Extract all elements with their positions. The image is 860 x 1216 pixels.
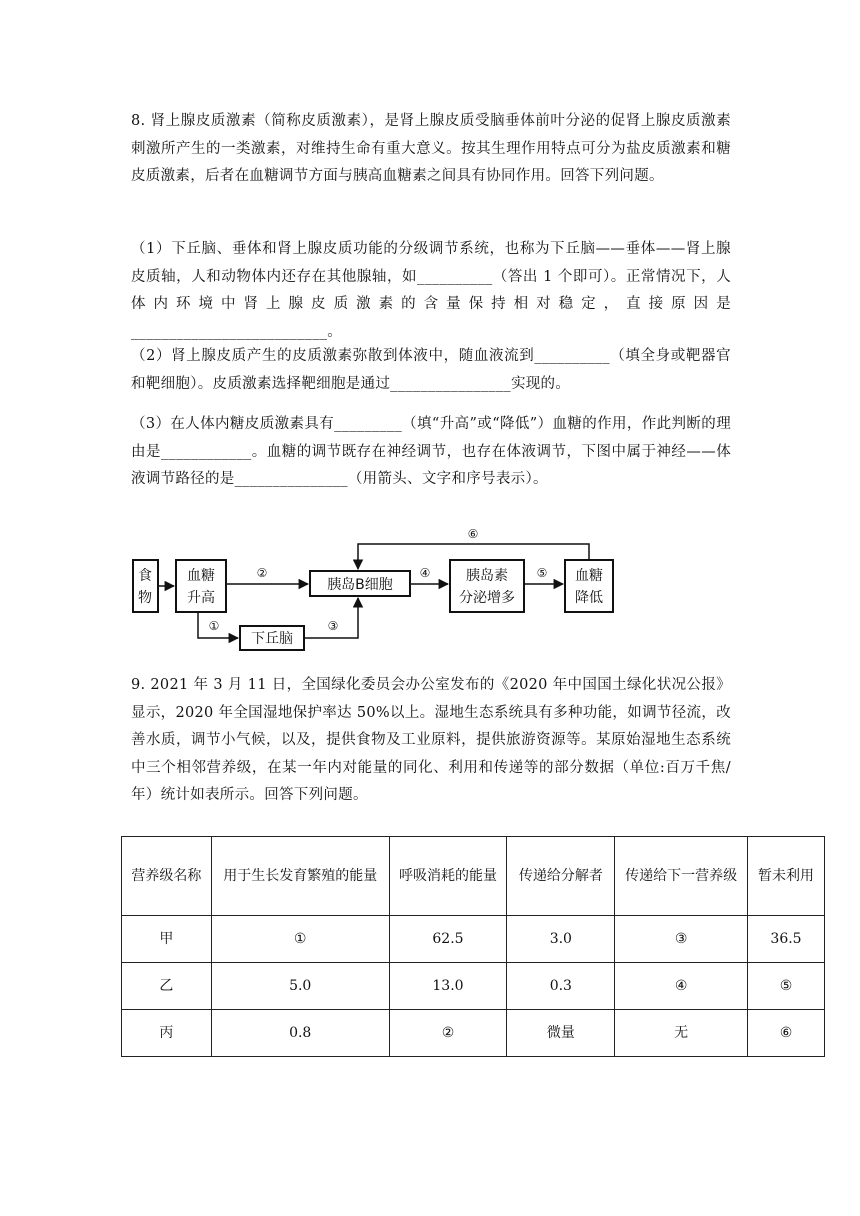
table-cell: 3.0 <box>507 916 615 963</box>
header-next-level: 传递给下一营养级 <box>615 837 748 916</box>
table-cell: 乙 <box>122 963 212 1010</box>
glucose-down-line-1: 血糖 <box>575 568 603 584</box>
q8-part3: （3）在人体内糖皮质激素具有_________（填“升高”或“降低”）血糖的作用，作此判断的理由是____________。血糖的调节既存在神经调节，也存在体液调节，下图中属于神经——体液调节路径的是_______________（用箭头、文字和序号表示）。 <box>131 416 731 488</box>
label-n6: ⑥ <box>467 527 479 541</box>
table-header-row <box>122 837 825 916</box>
label-n5: ⑤ <box>536 566 548 580</box>
islet-b-label: 胰岛B细胞 <box>327 577 393 593</box>
food-char-1: 食 <box>138 568 152 584</box>
header-growth: 用于生长发育繁殖的能量 <box>211 837 389 916</box>
q8-intro: 8. 肾上腺皮质激素（简称皮质激素），是肾上腺皮质受脑垂体前叶分泌的促肾上腺皮质激素刺激所产生的一类激素，对维持生命有重大意义。按其生理作用特点可分为盐皮质激素和糖皮质激素，后者在血糖调节方面与胰高血糖素之间具有协同作用。回答下列问题。 <box>131 113 731 185</box>
table-cell: 62.5 <box>389 916 507 963</box>
table-row <box>122 916 825 963</box>
table-cell: 0.8 <box>211 1010 389 1057</box>
table-cell: 36.5 <box>748 916 825 963</box>
table-cell: ③ <box>615 916 748 963</box>
q8-part1: （1）下丘脑、垂体和肾上腺皮质功能的分级调节系统，也称为下丘脑——垂体——肾上腺皮质轴，人和动物体内还存在其他腺轴，如__________（答出 1 个即可）。正常情况下，人体内环境中肾上腺皮质激素的含量保持相对稳定，直接原因是__________________________。 <box>131 241 731 340</box>
q8-part2: （2）肾上腺皮质产生的皮质激素弥散到体液中，随血液流到__________（填全身或靶器官和靶细胞）。皮质激素选择靶细胞是通过________________实现的。 <box>131 348 731 392</box>
glucose-up-line-2: 升高 <box>187 590 215 606</box>
table-cell: 5.0 <box>211 963 389 1010</box>
table-cell: ② <box>389 1010 507 1057</box>
energy-table <box>121 836 825 1057</box>
label-n2: ② <box>256 566 268 580</box>
hypothalamus-label: 下丘脑 <box>251 631 293 647</box>
label-n3: ③ <box>327 619 339 633</box>
table-row <box>122 963 825 1010</box>
table-cell: 13.0 <box>389 963 507 1010</box>
table-cell: 微量 <box>507 1010 615 1057</box>
table-cell: 0.3 <box>507 963 615 1010</box>
header-decomposer: 传递给分解者 <box>507 837 615 916</box>
table-cell: 丙 <box>122 1010 212 1057</box>
food-char-2: 物 <box>138 590 152 606</box>
table-row <box>122 1010 825 1057</box>
insulin-line-1: 胰岛素 <box>466 568 508 584</box>
label-n1: ① <box>208 619 220 633</box>
label-n4: ④ <box>419 566 431 580</box>
table-cell: ⑥ <box>748 1010 825 1057</box>
q9-intro: 9. 2021 年 3 月 11 日，全国绿化委员会办公室发布的《2020 年中国国土绿化状况公报》显示，2020 年全国湿地保护率达 50%以上。湿地生态系统具有多种功能，如调节径流，改善水质，调节小气候，以及，提供食物及工业原料，提供旅游资源等。某原始湿地生态系统中三个相邻营养级，在某一年内对能量的同化、利用和传递等的部分数据（单位:百万千焦/年）统计如表所示。回答下列问题。 <box>131 677 731 804</box>
table-cell: ① <box>211 916 389 963</box>
table-cell: ④ <box>615 963 748 1010</box>
header-respiration: 呼吸消耗的能量 <box>389 837 507 916</box>
header-level: 营养级名称 <box>122 837 212 916</box>
insulin-line-2: 分泌增多 <box>459 590 515 606</box>
header-unused: 暂未利用 <box>748 837 825 916</box>
glucose-regulation-diagram <box>128 518 618 660</box>
table-cell: 甲 <box>122 916 212 963</box>
table-cell: 无 <box>615 1010 748 1057</box>
table-cell: ⑤ <box>748 963 825 1010</box>
glucose-up-line-1: 血糖 <box>187 568 215 584</box>
glucose-down-line-2: 降低 <box>575 590 603 606</box>
